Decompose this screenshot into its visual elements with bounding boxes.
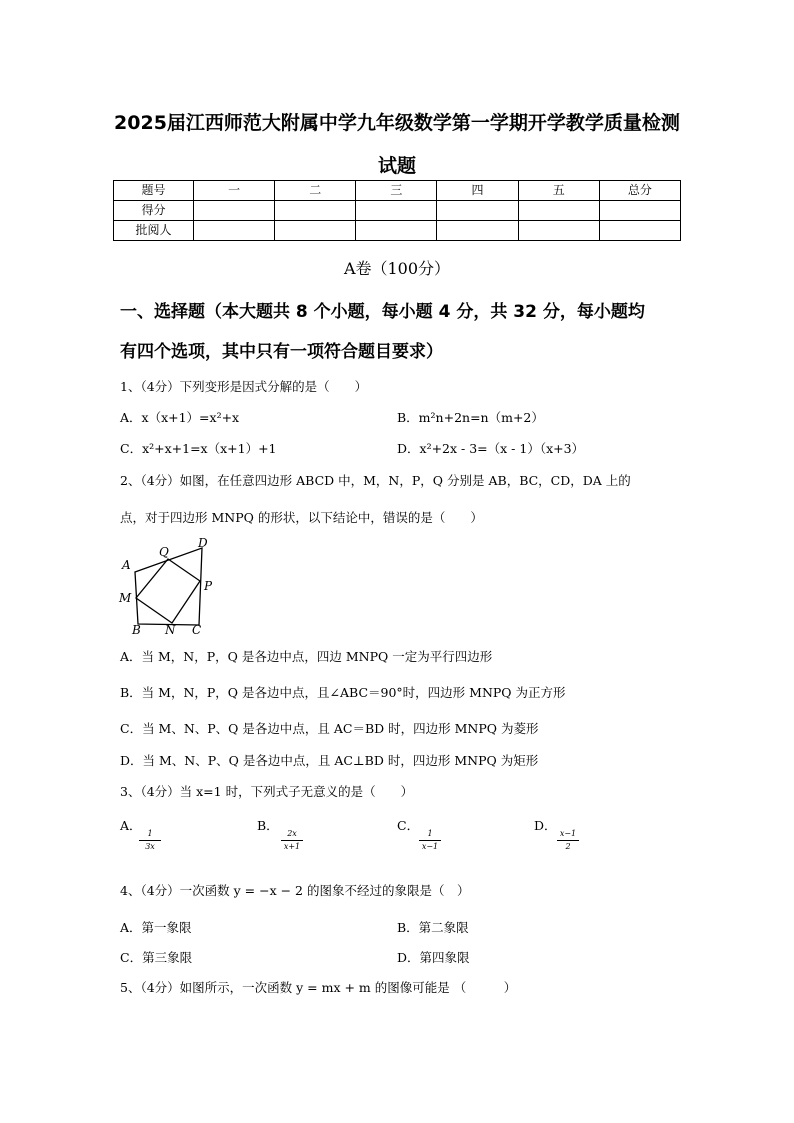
label-m: M bbox=[119, 591, 132, 605]
reviewer-row bbox=[114, 221, 681, 241]
reviewer-cell bbox=[194, 221, 275, 241]
reviewer-cell bbox=[518, 221, 599, 241]
q2-quadrilateral-figure bbox=[112, 535, 222, 637]
q2-option-a: A．当 M，N，P，Q 是各边中点，四边 MNPQ 一定为平行四边形 bbox=[120, 649, 493, 664]
q3-stem: 3、（4分）当 x=1 时，下列式子无意义的是（ ） bbox=[120, 784, 414, 799]
label-c: C bbox=[192, 623, 202, 637]
score-table bbox=[113, 180, 681, 241]
score-cell bbox=[599, 201, 680, 221]
reviewer-row-label: 批阅人 bbox=[114, 221, 194, 241]
fraction-numerator: 1 bbox=[427, 829, 433, 838]
fraction-bar bbox=[419, 840, 441, 841]
label-a: A bbox=[122, 558, 131, 572]
reviewer-cell bbox=[356, 221, 437, 241]
q1-stem: 1、（4分）下列变形是因式分解的是（ ） bbox=[120, 379, 368, 394]
q4-option-b: B．第二象限 bbox=[397, 920, 469, 935]
q5-stem: 5、（4分）如图所示，一次函数 y = mx + m 的图像可能是 （ ） bbox=[120, 980, 517, 995]
label-n: N bbox=[165, 623, 176, 637]
score-row-label: 得分 bbox=[114, 201, 194, 221]
q1-option-a: A．x（x+1）=x²+x bbox=[120, 410, 240, 425]
q3-option-b-fraction bbox=[277, 829, 307, 852]
score-table-header-row bbox=[114, 181, 681, 201]
q3-option-c-fraction bbox=[415, 829, 445, 852]
q4-option-c: C．第三象限 bbox=[120, 950, 193, 965]
reviewer-cell bbox=[275, 221, 356, 241]
q3-option-a-fraction bbox=[135, 829, 165, 852]
paper-part-heading: A卷（100分） bbox=[343, 259, 451, 278]
q2-stem-line2: 点，对于四边形 MNPQ 的形状，以下结论中，错误的是（ ） bbox=[120, 510, 483, 525]
section1-heading-line2: 有四个选项，其中只有一项符合题目要求） bbox=[120, 342, 443, 362]
fraction-bar bbox=[557, 840, 579, 841]
header-cell: 题号 bbox=[114, 181, 194, 201]
q3-option-c-label: C． bbox=[397, 818, 420, 833]
q3-option-d-fraction bbox=[553, 829, 583, 852]
label-q: Q bbox=[159, 545, 169, 559]
fraction-denominator: x−1 bbox=[421, 842, 439, 851]
q4-option-d: D．第四象限 bbox=[397, 950, 470, 965]
header-cell: 四 bbox=[437, 181, 518, 201]
q1-option-c: C．x²+x+1=x（x+1）+1 bbox=[120, 441, 277, 456]
score-cell bbox=[194, 201, 275, 221]
score-cell bbox=[356, 201, 437, 221]
header-cell: 二 bbox=[275, 181, 356, 201]
label-p: P bbox=[204, 579, 213, 593]
fraction-numerator: 1 bbox=[147, 829, 153, 838]
fraction-denominator: 2 bbox=[565, 842, 571, 851]
q3-option-d-label: D． bbox=[534, 818, 557, 833]
exam-title-line2: 试题 bbox=[377, 155, 416, 177]
fraction-denominator: 3x bbox=[145, 842, 155, 851]
score-row bbox=[114, 201, 681, 221]
label-d: D bbox=[198, 536, 208, 550]
q3-option-b-label: B． bbox=[257, 818, 279, 833]
label-b: B bbox=[132, 623, 141, 637]
q2-option-b: B．当 M，N，P，Q 是各边中点，且∠ABC＝90°时，四边形 MNPQ 为正方形 bbox=[120, 685, 566, 700]
exam-title-line1: 2025届江西师范大附属中学九年级数学第一学期开学教学质量检测 bbox=[114, 112, 680, 134]
fraction-numerator: 2x bbox=[287, 829, 297, 838]
q4-option-a: A．第一象限 bbox=[120, 920, 192, 935]
header-cell: 五 bbox=[518, 181, 599, 201]
q4-stem: 4、（4分）一次函数 y = −x − 2 的图象不经过的象限是（ ） bbox=[120, 883, 470, 898]
score-cell bbox=[518, 201, 599, 221]
score-cell bbox=[275, 201, 356, 221]
section1-heading-line1: 一、选择题（本大题共 8 个小题，每小题 4 分，共 32 分，每小题均 bbox=[120, 302, 645, 322]
header-cell: 总分 bbox=[599, 181, 680, 201]
score-cell bbox=[437, 201, 518, 221]
reviewer-cell bbox=[599, 221, 680, 241]
q3-option-a-label: A． bbox=[120, 818, 142, 833]
reviewer-cell bbox=[437, 221, 518, 241]
q2-option-d: D．当 M、N、P、Q 是各边中点，且 AC⊥BD 时，四边形 MNPQ 为矩形 bbox=[120, 753, 539, 768]
fraction-bar bbox=[139, 840, 161, 841]
q2-option-c: C．当 M、N、P、Q 是各边中点，且 AC＝BD 时，四边形 MNPQ 为菱形 bbox=[120, 721, 539, 736]
q1-option-d: D．x²+2x - 3=（x - 1）（x+3） bbox=[397, 441, 585, 456]
fraction-numerator: x−1 bbox=[559, 829, 577, 838]
q2-stem-line1: 2、（4分）如图，在任意四边形 ABCD 中，M，N，P，Q 分别是 AB，BC，CD，DA 上的 bbox=[120, 473, 631, 488]
header-cell: 一 bbox=[194, 181, 275, 201]
header-cell: 三 bbox=[356, 181, 437, 201]
fraction-denominator: x+1 bbox=[283, 842, 301, 851]
q1-option-b: B．m²n+2n=n（m+2） bbox=[397, 410, 544, 425]
fraction-bar bbox=[281, 840, 303, 841]
